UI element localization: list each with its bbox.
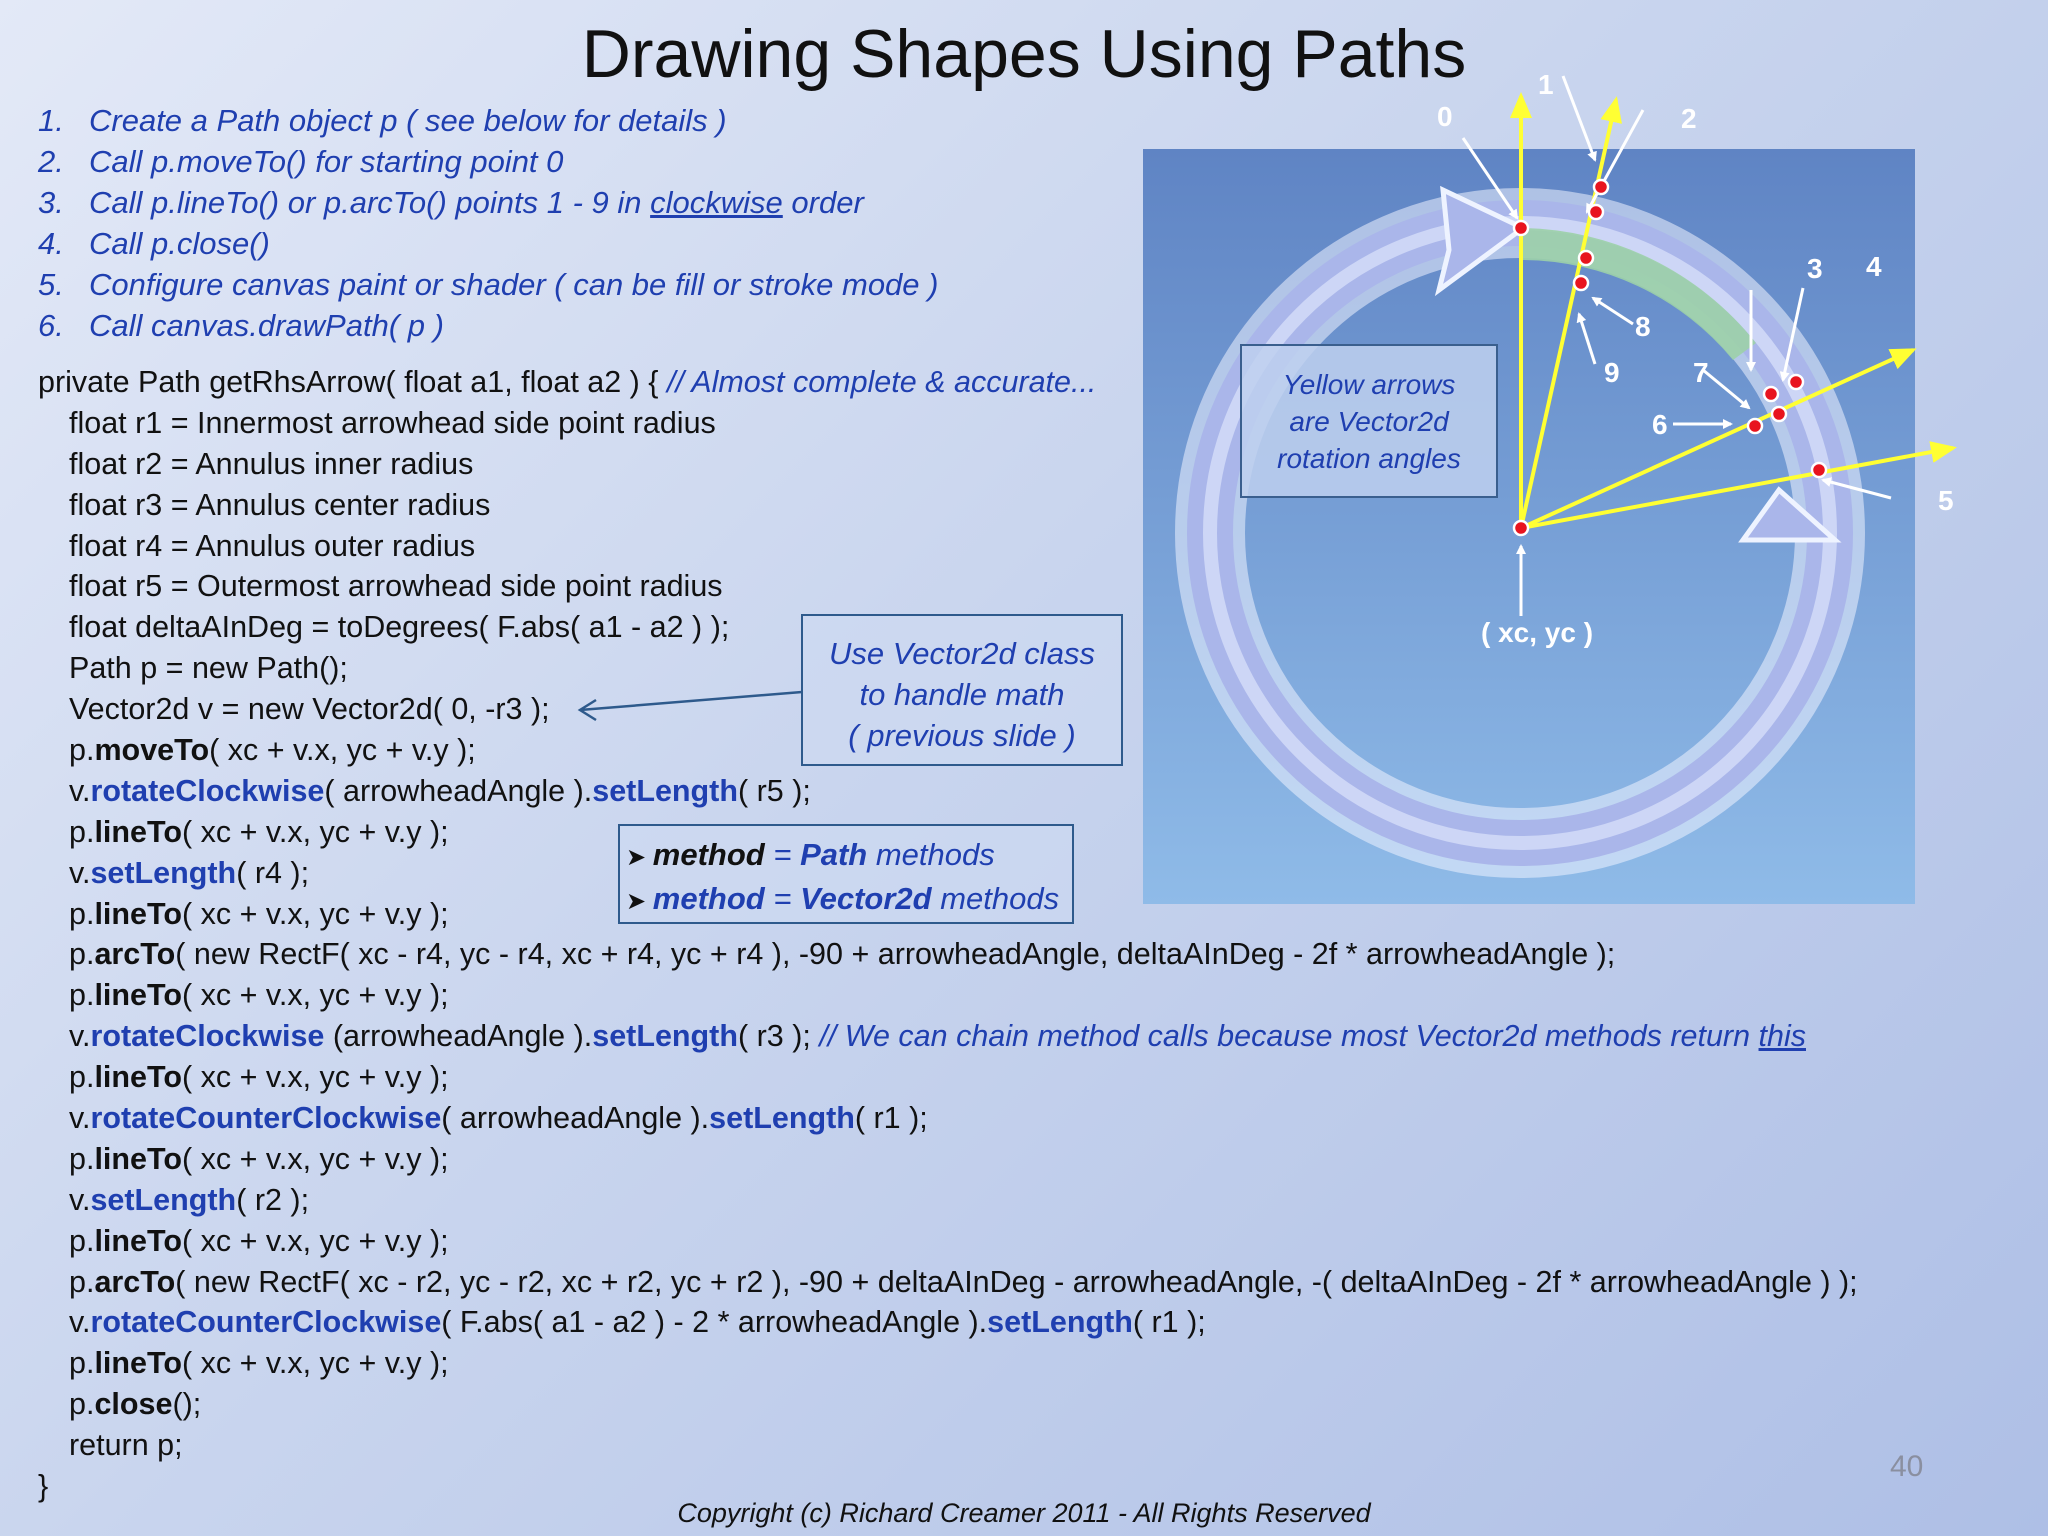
legend-row-path: ➤ method = Path methods (626, 837, 995, 872)
code-line: float r4 = Annulus outer radius (69, 528, 476, 563)
code-line: p.close(); (69, 1387, 202, 1422)
code-line: p.lineTo( xc + v.x, yc + v.y ); (69, 896, 449, 931)
yellow-arrows-note: Yellow arrows are Vector2d rotation angles (1240, 344, 1498, 498)
step-item: 1. Create a Path object p ( see below for details ) (38, 103, 727, 138)
center-point (1514, 521, 1528, 535)
point-label-8: 8 (1635, 311, 1651, 342)
code-line: p.lineTo( xc + v.x, yc + v.y ); (69, 1141, 449, 1176)
point-8 (1579, 251, 1593, 265)
vector2d-callout-box: Use Vector2d class to handle math ( previous slide ) (801, 614, 1123, 766)
point-4 (1789, 375, 1803, 389)
point-1 (1594, 180, 1608, 194)
step-item: 6. Call canvas.drawPath( p ) (38, 308, 444, 343)
code-line: p.lineTo( xc + v.x, yc + v.y ); (69, 1223, 449, 1258)
step-item: 3. Call p.lineTo() or p.arcTo() points 1 - 9 in clockwise order (38, 185, 864, 220)
code-line: p.lineTo( xc + v.x, yc + v.y ); (69, 978, 449, 1013)
legend-box (618, 824, 1074, 924)
point-label-1: 1 (1538, 69, 1554, 100)
point-2 (1589, 205, 1603, 219)
code-line: v.setLength( r2 ); (69, 1182, 310, 1217)
slide-title: Drawing Shapes Using Paths (581, 16, 1467, 92)
point-6 (1748, 419, 1762, 433)
legend-row-vector2d: ➤ method = Vector2d methods (626, 881, 1060, 916)
point-7 (1772, 407, 1786, 421)
arrow-bullet-icon: ➤ (626, 888, 653, 915)
code-line: float deltaAInDeg = toDegrees( F.abs( a1 - a2 ) ); (69, 610, 730, 645)
code-line: } (38, 1469, 49, 1504)
code-line: private Path getRhsArrow( float a1, float a2 ) { // Almost complete & accurate... (38, 365, 1097, 399)
code-line: float r3 = Annulus center radius (69, 487, 491, 522)
code-line: Vector2d v = new Vector2d( 0, -r3 ); (69, 692, 550, 727)
code-line: return p; (69, 1428, 183, 1463)
point-label-3: 3 (1807, 253, 1823, 284)
step-item: 5. Configure canvas paint or shader ( can be fill or stroke mode ) (38, 267, 939, 302)
code-line: float r2 = Annulus inner radius (69, 446, 474, 481)
step-item: 4. Call p.close() (38, 226, 270, 261)
code-line: v.setLength( r4 ); (69, 855, 310, 890)
code-line: p.moveTo( xc + v.x, yc + v.y ); (69, 733, 476, 768)
code-line: float r5 = Outermost arrowhead side point radius (69, 569, 723, 604)
callout-arrow (560, 680, 820, 720)
point-label-9: 9 (1604, 357, 1620, 388)
arrow-bullet-icon: ➤ (626, 844, 653, 871)
point-label-5: 5 (1938, 485, 1954, 516)
code-line: p.lineTo( xc + v.x, yc + v.y ); (69, 814, 449, 849)
point-label-0: 0 (1437, 101, 1453, 132)
code-line: v.rotateCounterClockwise( arrowheadAngle ).setLength( r1 ); (69, 1101, 928, 1136)
code-line: p.arcTo( new RectF( xc - r4, yc - r4, xc + r4, yc + r4 ), -90 + arrowheadAngle, deltaAInDeg - 2f * arrowheadAngle ); (69, 937, 1616, 972)
code-line: v.rotateCounterClockwise( F.abs( a1 - a2 ) - 2 * arrowheadAngle ).setLength( r1 ); (69, 1305, 1206, 1340)
copyright-footer: Copyright (c) Richard Creamer 2011 - All Rights Reserved (677, 1498, 1371, 1528)
code-line: v.rotateClockwise( arrowheadAngle ).setLength( r5 ); (69, 773, 811, 808)
point-label-7: 7 (1693, 357, 1709, 388)
code-line: float r1 = Innermost arrowhead side point radius (69, 405, 716, 440)
point-0 (1514, 221, 1528, 235)
point-label-2: 2 (1681, 103, 1697, 134)
page-number: 40 (1890, 1450, 1924, 1483)
point-9 (1574, 276, 1588, 290)
code-line: p.lineTo( xc + v.x, yc + v.y ); (69, 1346, 449, 1381)
point-label-6: 6 (1652, 409, 1668, 440)
point-5 (1812, 463, 1826, 477)
code-line: v.rotateClockwise (arrowheadAngle ).setLength( r3 ); // We can chain method calls because most Vector2d methods return this (69, 1019, 1806, 1054)
code-line: p.arcTo( new RectF( xc - r2, yc - r2, xc + r2, yc + r2 ), -90 + deltaAInDeg - arrowheadAngle, -( deltaAInDeg - 2f * arrowheadAngle ) ); (69, 1264, 1858, 1299)
point-label-4: 4 (1866, 251, 1882, 282)
steps-list (38, 100, 938, 346)
code-line: Path p = new Path(); (69, 651, 348, 686)
code-line: p.lineTo( xc + v.x, yc + v.y ); (69, 1060, 449, 1095)
point-3 (1764, 387, 1778, 401)
center-label: ( xc, yc ) (1481, 617, 1594, 648)
step-item: 2. Call p.moveTo() for starting point 0 (38, 144, 564, 179)
